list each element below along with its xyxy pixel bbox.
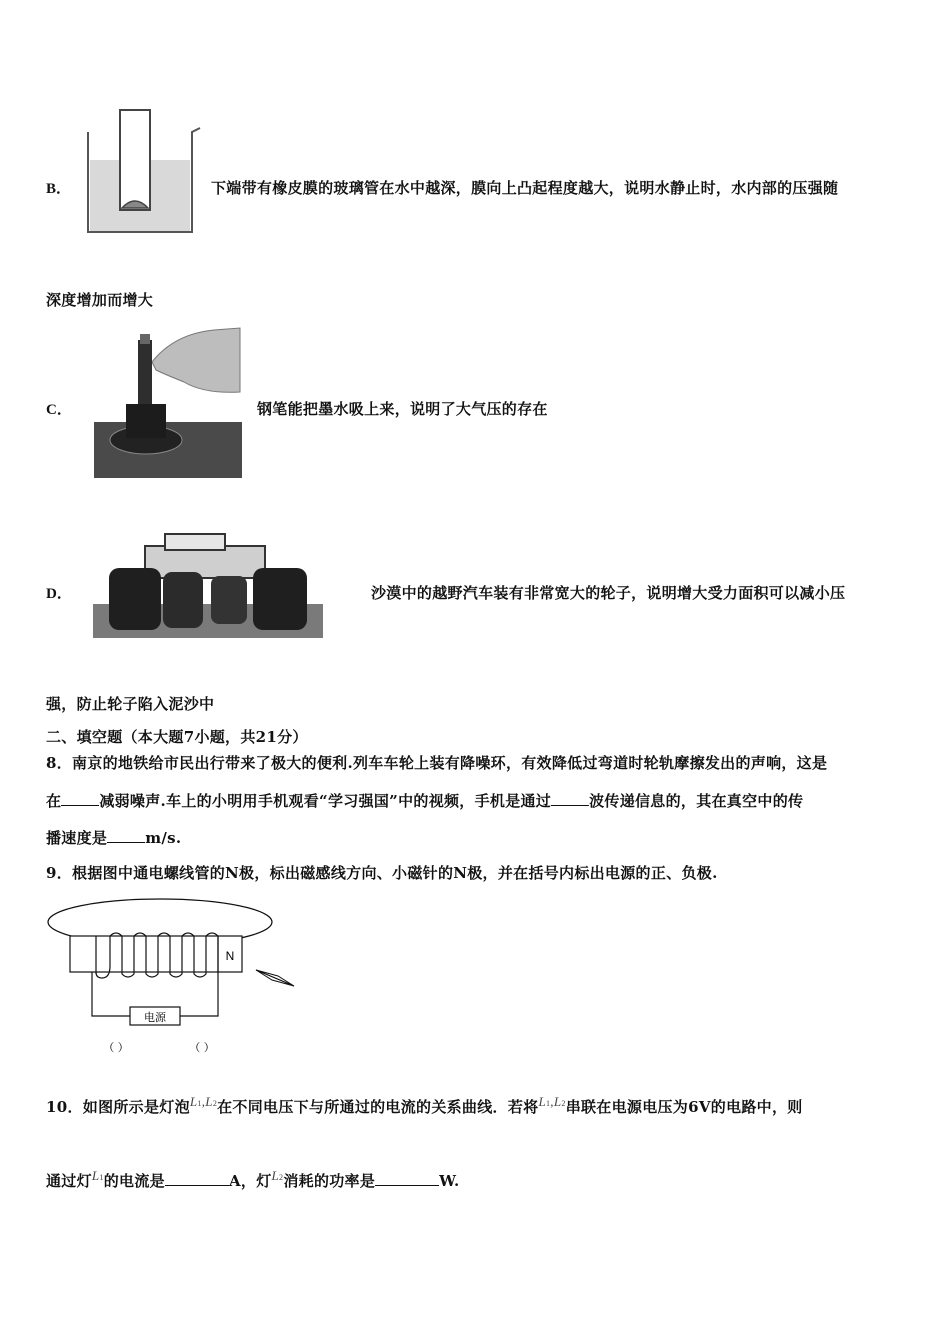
q8-line2-part-b: 减弱噪声.车上的小明用手机观看“学习强国”中的视频，手机是通过 [99, 792, 552, 810]
q10-blank-2[interactable] [375, 1171, 439, 1186]
q10-symbol-l1l2-a: L1,L2 [189, 1094, 218, 1109]
glass-tube [120, 110, 150, 210]
wheel-rear-inner [211, 576, 247, 624]
q10-line1 [46, 1094, 803, 1117]
option-c-text: 钢笔能把墨水吸上来，说明了大气压的存在 [257, 400, 548, 418]
option-d-text-line2: 强，防止轮子陷入泥沙中 [46, 695, 215, 713]
paren-right[interactable]: （ ） [189, 1041, 215, 1054]
solenoid-diagram [46, 896, 306, 1058]
q8-line2-part-a: 在 [46, 792, 62, 810]
q10-line2-part-e: W. [439, 1172, 460, 1190]
power-source-label: 电源 [144, 1011, 166, 1024]
q8-line2-part-c: 波传递信息的，其在真空中的传 [589, 792, 804, 810]
q10-line1-part-c: 串联在电源电压为6V的电路中，则 [565, 1098, 803, 1116]
option-d-text-line1: 沙漠中的越野汽车装有非常宽大的轮子，说明增大受力面积可以减小压 [371, 584, 846, 602]
option-c-letter: C． [46, 402, 72, 418]
wheel-front-right [163, 572, 203, 628]
pen-cap [140, 334, 150, 344]
wheel-front-left [109, 568, 161, 630]
beaker-figure [84, 108, 206, 234]
q10-symbol-l1l2-b: L1,L2 [538, 1094, 566, 1109]
option-b-letter: B． [46, 181, 72, 197]
compass-needle-b [256, 970, 294, 986]
q10-line1-part-a: 10．如图所示是灯泡 [46, 1098, 190, 1116]
paren-left[interactable]: （ ） [103, 1041, 129, 1054]
q10-symbol-l1: L1 [91, 1168, 104, 1183]
q10-line2-part-b: 的电流是 [103, 1172, 165, 1190]
fountain-pen-photo [94, 322, 242, 478]
q8-blank-3[interactable] [107, 828, 145, 843]
section-2-heading: 二、填空题（本大题7小题，共21分） [46, 728, 308, 746]
wheel-rear [253, 568, 307, 630]
car-cabin [165, 534, 225, 550]
q10-line2-part-a: 通过灯 [46, 1172, 92, 1190]
q10-line1-part-b: 在不同电压下与所通过的电流的关系曲线．若将 [217, 1098, 539, 1116]
north-pole-label: N [225, 949, 235, 963]
q8-blank-2[interactable] [551, 791, 589, 806]
q10-blank-1[interactable] [165, 1171, 229, 1186]
wire-right [180, 974, 218, 1016]
q10-line2-part-d: 消耗的功率是 [283, 1172, 376, 1190]
option-b-text-line2: 深度增加而增大 [46, 291, 154, 309]
q10-symbol-l2: L2 [271, 1168, 284, 1183]
q8-line3-unit: m/s. [145, 829, 182, 847]
q8-line3 [46, 827, 181, 848]
offroad-car-photo [93, 528, 323, 646]
q10-line2 [46, 1168, 460, 1191]
option-d-letter: D． [46, 586, 72, 602]
q9-text: 9．根据图中通电螺线管的N极，标出磁感线方向、小磁针的N极，并在括号内标出电源的正、负极. [46, 864, 718, 882]
q8-line3-part-a: 播速度是 [46, 829, 108, 847]
option-b-text-line1: 下端带有橡皮膜的玻璃管在水中越深，膜向上凸起程度越大，说明水静止时，水内部的压强随 [211, 179, 839, 197]
ink-bottle-neck [126, 404, 166, 438]
q8-line2 [46, 790, 803, 811]
wire-left [92, 972, 130, 1016]
q8-line1: 8．南京的地铁给市民出行带来了极大的便利.列车车轮上装有降噪环，有效降低过弯道时轮轨摩擦发出的声响，这是 [46, 754, 828, 772]
q10-line2-part-c: A，灯 [228, 1172, 272, 1190]
q8-blank-1[interactable] [61, 791, 99, 806]
